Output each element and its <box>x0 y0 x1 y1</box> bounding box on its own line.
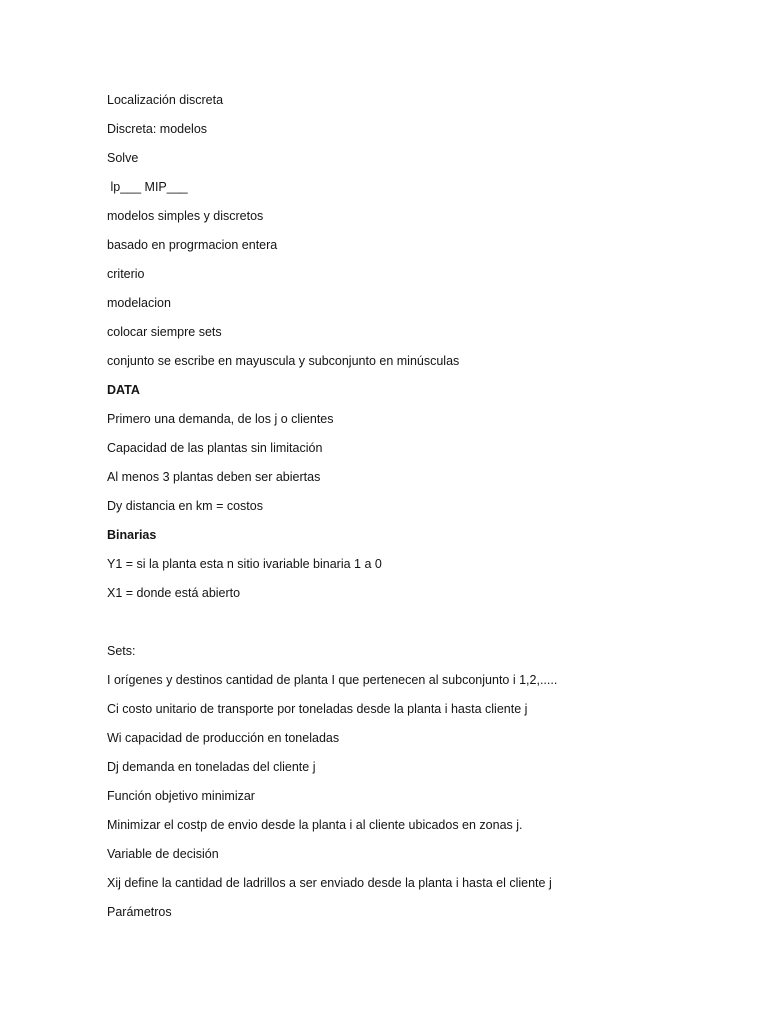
text-line: modelos simples y discretos <box>107 209 264 223</box>
text-line: Discreta: modelos <box>107 122 208 136</box>
text-line: Minimizar el costp de envio desde la planta i al cliente ubicados en zonas j. <box>107 818 523 832</box>
text-line: Sets: <box>107 644 136 658</box>
text-line: lp___ MIP___ <box>107 180 188 194</box>
text-line: Y1 = si la planta esta n sitio ivariable binaria 1 a 0 <box>107 557 382 571</box>
text-line: Capacidad de las plantas sin limitación <box>107 441 323 455</box>
text-line: Localización discreta <box>107 93 224 107</box>
text-line: modelacion <box>107 296 171 310</box>
section-heading: Binarias <box>107 528 157 542</box>
text-line: basado en progrmacion entera <box>107 238 278 252</box>
text-line: Dy distancia en km = costos <box>107 499 263 513</box>
text-line: Wi capacidad de producción en toneladas <box>107 731 340 745</box>
text-line: I orígenes y destinos cantidad de planta I que pertenecen al subconjunto i 1,2,..... <box>107 673 558 687</box>
text-line: Ci costo unitario de transporte por toneladas desde la planta i hasta cliente j <box>107 702 528 716</box>
section-heading: DATA <box>107 383 140 397</box>
text-line: conjunto se escribe en mayuscula y subconjunto en minúsculas <box>107 354 460 368</box>
text-line: Primero una demanda, de los j o clientes <box>107 412 334 426</box>
text-line: Función objetivo minimizar <box>107 789 255 803</box>
blank-line <box>107 612 727 641</box>
text-line: Solve <box>107 151 139 165</box>
text-line: colocar siempre sets <box>107 325 222 339</box>
text-line: Al menos 3 plantas deben ser abiertas <box>107 470 321 484</box>
text-line: criterio <box>107 267 145 281</box>
text-line: Xij define la cantidad de ladrillos a ser enviado desde la planta i hasta el cliente j <box>107 876 552 890</box>
text-line: Variable de decisión <box>107 847 219 861</box>
text-line: X1 = donde está abierto <box>107 586 241 600</box>
text-line: Parámetros <box>107 905 172 919</box>
text-line: Dj demanda en toneladas del cliente j <box>107 760 316 774</box>
document-body <box>107 90 727 931</box>
